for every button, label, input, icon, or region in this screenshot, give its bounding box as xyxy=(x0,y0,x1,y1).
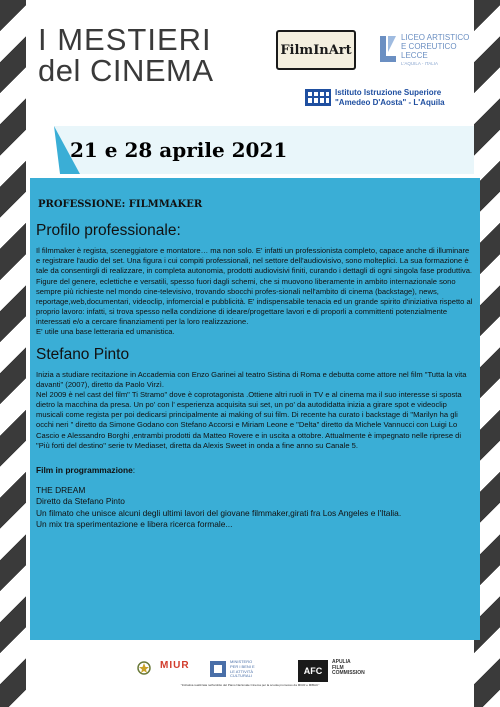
mic-line-4: CULTURALI xyxy=(230,673,252,679)
film-heading-colon: : xyxy=(132,464,136,475)
mic-line-3: LE ATTIVITÀ xyxy=(230,668,254,674)
mic-text xyxy=(230,660,255,679)
left-film-stripes xyxy=(0,0,26,707)
liceo-line-4: L'AQUILA - ITALIA xyxy=(401,60,439,66)
film-details xyxy=(36,485,474,530)
mic-line-2: PER I BENI E xyxy=(230,663,255,669)
profile-text xyxy=(36,246,474,338)
afc-logo-icon xyxy=(298,660,328,682)
mic-line-1: MINISTERO xyxy=(230,659,253,664)
film-line: THE DREAM xyxy=(36,484,86,495)
profession-heading: PROFESSIONE: FILMMAKER xyxy=(38,199,203,210)
liceo-line-1: LICEO ARTISTICO xyxy=(401,33,470,42)
film-heading xyxy=(36,465,474,475)
mibac-label: MIUR xyxy=(160,660,190,671)
iis-logo-icon xyxy=(304,86,332,108)
footer-note: "Iniziativa realizzata nell'ambito del Piano Nazionale Cinema per la scuola promosso da MIUR e MIBAC" xyxy=(180,683,320,687)
event-title xyxy=(38,24,214,86)
profile-title: Profilo professionale: xyxy=(36,222,181,239)
bio-text xyxy=(36,370,474,451)
mic-logo-icon xyxy=(209,660,227,678)
afc-line-3: COMMISSION xyxy=(332,670,365,676)
panel-content xyxy=(34,194,474,530)
italian-emblem-icon xyxy=(137,660,151,678)
liceo-name xyxy=(401,33,469,66)
film-line: Diretto da Stefano Pinto xyxy=(36,496,125,507)
date-text: 21 e 28 aprile 2021 xyxy=(70,138,288,162)
iis-line-1: Istituto Istruzione Superiore xyxy=(335,88,442,97)
liceo-line-2: E COREUTICO xyxy=(401,42,457,52)
liceo-logo-icon xyxy=(376,34,398,64)
sponsor-footer xyxy=(0,648,500,707)
film-line: Un mix tra sperimentazione e libera ricerca formale... xyxy=(36,518,233,529)
bio-title: Stefano Pinto xyxy=(36,345,130,363)
liceo-line-3: LECCE xyxy=(401,51,428,61)
afc-text xyxy=(332,660,365,677)
film-line: Un filmato che unisce alcuni degli ultimi lavori del giovane filmmaker,girati fra Los Angeles e l'Italia. xyxy=(36,507,402,518)
iis-name xyxy=(335,88,445,108)
title-line-1: I MESTIERI xyxy=(38,22,212,57)
profile-paragraph: Il filmmaker è regista, sceneggiatore e montatore… ma non solo. E' infatti un professionista completo, capace anche di illuminare e registrare l'audio del set. Una figura i cui compiti professionali, nel settore dell'audiovisivo, sono molteplici. La sua formazione è tale da consentirgli di realizzare, in completa autonomia, prodotti audiovisivi finiti, curando i dettagli di ogni singola fase produttiva. Figure del genere, eclettiche e versatili, spesso fuori dagli schemi, che si muovono liberamente in ambito internazionale sono sempre più richieste nel mondo cine-televisivo, trovando sbocchi profes-sionali nell'ambito di cinema (backstage), news, reportage,web,documentari, videoclip, infomercial e pubblicità. E' indispensabile tenacia ed un grande spirito d'iniziativa rispetto al proprio lavoro: infatti, si trova spesso nella condizione di ideare/progettare lavori e di proporli a committenti potenzialmente interessati e/o a cercare finanziamenti per la loro realizzazione. xyxy=(36,246,473,327)
afc-line-2: FILM xyxy=(332,664,344,671)
iis-line-2: "Amedeo D'Aosta" - L'Aquila xyxy=(335,98,445,107)
filminart-label: FilmInArt xyxy=(280,42,352,58)
mibac-logo-icon xyxy=(160,660,200,678)
bio-paragraph: Nel 2009 è nel cast del film" Ti Stramo" dove è coprotagonista .Ottiene altri ruoli in TV e al cinema ma il suo interesse si sposta dietro la macchina da presa. Un po' con l' esperienza acquisita sui set, un po' da autodidatta inizia a girare spot e videoclip musicali come regista per poi dedicarsi principalmente ai making of sui film. Di recente ha curato i backstage di "Marilyn ha gli occhi neri " diretto da Simone Godano con Stefano Accorsi e Miriam Leone e "Delta" diretto da Michele Vannucci con Luigi Lo Cascio e Alessandro Borghi ,entrambi prodotti da Matteo Rovere e in uscita a ottobre. Attualmente è impegnato nelle riprese di "Più forti del destino" serie tv Mediaset, diretta da Alexis Sweet in onda a fine anno su Canale 5. xyxy=(36,389,462,450)
afc-line-1: APULIA xyxy=(332,659,351,665)
profile-paragraph: E' utile una base letteraria ed umanistica. xyxy=(36,327,175,337)
title-line-2: del CINEMA xyxy=(38,53,214,88)
bio-paragraph: Inizia a studiare recitazione in Accademia con Enzo Garinei al teatro Sistina di Roma e debutta come attore nel film "Tutta la vita davanti" (2007), diretto da Paolo Virzì. xyxy=(36,369,467,389)
afc-label: AFC xyxy=(303,666,323,676)
film-heading-label: Film in programmazione xyxy=(36,464,133,475)
filminart-logo xyxy=(276,30,356,70)
